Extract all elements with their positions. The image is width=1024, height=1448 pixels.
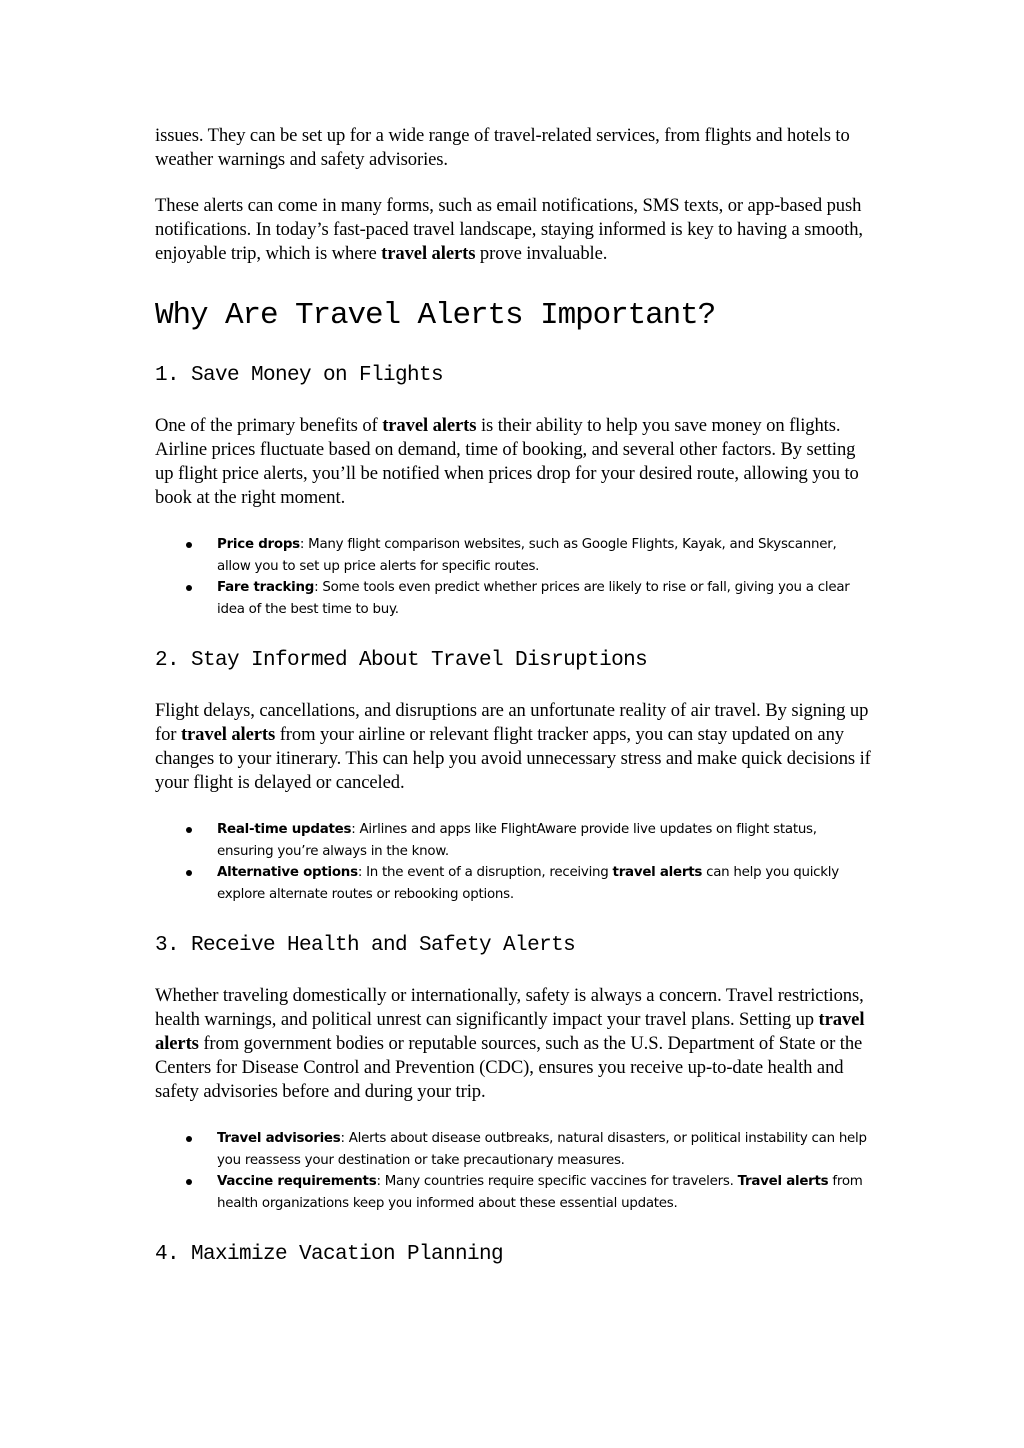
section-1-paragraph-text-b: is their ability to help you save money on flights. Airline prices fluctuate based on demand, time of booking, and several other factors. By setting up flight price alerts, you’ll be notified when prices drop for your desired route, allowing you to book at the right moment. [155,415,859,508]
bullet-icon [186,1179,192,1185]
bullet-text: : Many flight comparison websites, such as Google Flights, Kayak, and Skyscanner, allow you to set up price alerts for specific routes. [217,537,837,574]
bullet-term: Real-time updates [217,822,352,837]
section-2-paragraph-text-b: from your airline or relevant flight tracker apps, you can stay updated on any changes to your itinerary. This can help you avoid unnecessary stress and make quick decisions if your flight is delayed or canceled. [155,724,871,793]
section-2-bullet-list [155,819,873,905]
bullet-icon [186,542,192,548]
list-item [155,862,873,905]
bullet-text-a: : Many countries require specific vaccines for travelers. [376,1174,738,1189]
bullet-text-a: : In the event of a disruption, receiving [357,865,613,880]
intro-paragraph-2-bold: travel alerts [381,243,476,264]
section-1-paragraph-text-a: One of the primary benefits of [155,415,383,436]
section-4-title: 4. Maximize Vacation Planning [155,1243,504,1266]
section-2-paragraph-text-a: Flight delays, cancellations, and disruptions are an unfortunate reality of air travel. By signing up for [155,700,869,745]
section-3-paragraph [155,984,873,1104]
list-item [155,1128,873,1171]
section-3-title: 3. Receive Health and Safety Alerts [155,934,576,957]
bullet-icon [186,827,192,833]
bullet-term: Travel advisories [217,1131,341,1146]
bullet-term: Price drops [217,537,300,552]
list-item [155,1171,873,1214]
bullet-icon [186,585,192,591]
bullet-text-b: from health organizations keep you informed about these essential updates. [217,1174,863,1211]
document-page [155,124,873,1269]
bullet-text: : Airlines and apps like FlightAware provide live updates on flight status, ensuring you’re always in the know. [217,822,817,859]
bullet-text-b: can help you quickly explore alternate routes or rebooking options. [217,865,839,902]
list-item [155,819,873,862]
section-1-title: 1. Save Money on Flights [155,364,444,387]
section-2-paragraph-bold: travel alerts [180,724,276,745]
section-3-paragraph-text-a: Whether traveling domestically or internationally, safety is always a concern. Travel restrictions, health warnings, and political unrest can significantly impact your travel plans. Setting up [155,985,864,1030]
bullet-term: Alternative options [217,865,358,880]
list-item [155,577,873,620]
intro-paragraph-1-text: issues. They can be set up for a wide range of travel-related services, from flights and hotels to weather warnings and safety advisories. [155,125,850,170]
section-2-paragraph [155,699,873,795]
section-3-paragraph-text-b: from government bodies or reputable sources, such as the U.S. Department of State or the Centers for Disease Control and Prevention (CDC), ensures you receive up-to-date health and safety advisories before and during your trip. [155,1033,863,1102]
list-item [155,534,873,577]
intro-paragraph-2-text-a: These alerts can come in many forms, such as email notifications, SMS texts, or app-based push notifications. In today’s fast-paced travel landscape, staying informed is key to having a smooth, enjoyable trip, which is where [155,195,863,264]
intro-paragraph-2 [155,194,873,266]
intro-paragraph-2-text-b: prove invaluable. [475,243,608,264]
page-heading: Why Are Travel Alerts Important? [155,298,716,333]
bullet-text: : Some tools even predict whether prices are likely to rise or fall, giving you a clear idea of the best time to buy. [217,580,850,617]
section-1-paragraph [155,414,873,510]
bullet-icon [186,1136,192,1142]
bullet-term: Fare tracking [217,580,315,595]
section-1-bullet-list [155,534,873,620]
section-2-title: 2. Stay Informed About Travel Disruptions [155,649,648,672]
bullet-bold: travel alerts [612,865,703,880]
bullet-text: : Alerts about disease outbreaks, natural disasters, or political instability can help you reassess your destination or take precautionary measures. [217,1131,867,1168]
intro-paragraph-1 [155,124,873,172]
section-3-bullet-list [155,1128,873,1214]
section-1-paragraph-bold: travel alerts [382,415,477,436]
bullet-bold: Travel alerts [737,1174,829,1189]
bullet-icon [186,870,192,876]
section-3-paragraph-bold: travel alerts [155,1009,865,1054]
bullet-term: Vaccine requirements [217,1174,377,1189]
